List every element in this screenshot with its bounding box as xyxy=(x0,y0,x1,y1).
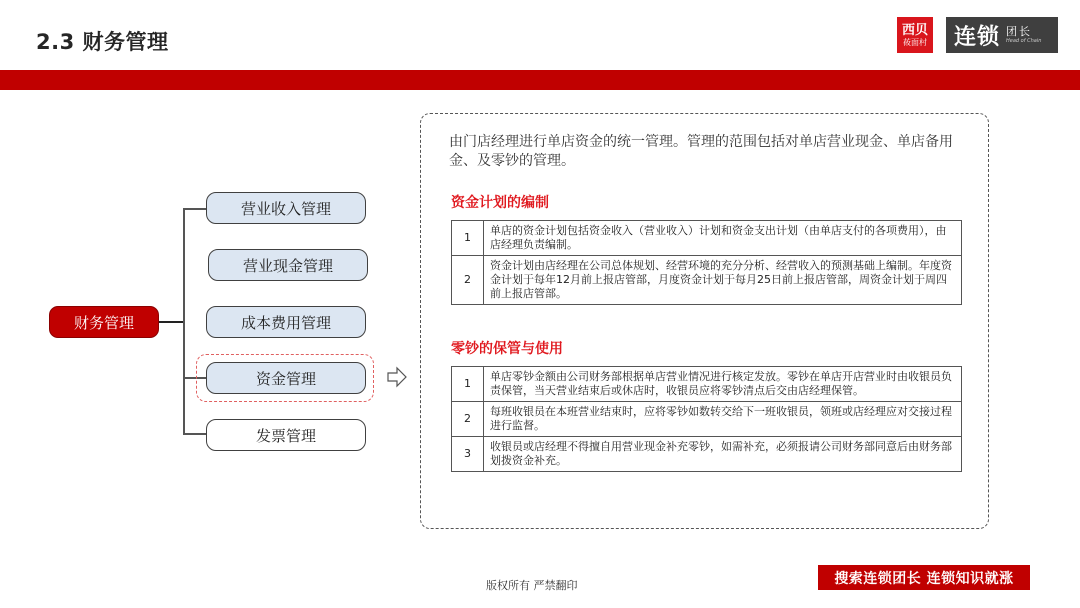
right-arrow-outline-icon xyxy=(386,366,408,388)
tree-node-cash: 营业现金管理 xyxy=(208,249,368,281)
header-divider-band xyxy=(0,70,1080,90)
table-row xyxy=(452,256,962,305)
row-text: 资金计划由店经理在公司总体规划、经营环境的充分分析、经营收入的预测基础上编制。年度资金计划于每年12月前上报店管部，月度资金计划于每月25日前上报店管部，周资金计划于周四前上报店管部。 xyxy=(484,256,962,305)
logo-dark-main: 连锁 xyxy=(954,24,1001,50)
logo-dark-sub-en: Head of Chain xyxy=(1006,38,1042,44)
tree-node-cost: 成本费用管理 xyxy=(206,306,366,338)
table-row xyxy=(452,437,962,472)
section-title-fund-plan: 资金计划的编制 xyxy=(451,195,549,211)
table-row xyxy=(452,221,962,256)
root-connector xyxy=(159,321,184,323)
logo-red-line1: 西贝 xyxy=(901,22,928,38)
table-row xyxy=(452,367,962,402)
row-number: 1 xyxy=(452,221,484,256)
row-text: 单店的资金计划包括资金收入（营业收入）计划和资金支出计划（由单店支付的各项费用），由店经理负责编制。 xyxy=(484,221,962,256)
branch-5 xyxy=(183,433,206,435)
fund-plan-table xyxy=(451,220,962,305)
logo-dark-sub xyxy=(1006,26,1041,44)
page-title: 2.3 财务管理 xyxy=(36,30,169,54)
petty-change-table xyxy=(451,366,962,472)
logo-dark-sub-cn: 团长 xyxy=(1006,25,1033,38)
tree-node-revenue: 营业收入管理 xyxy=(206,192,366,224)
tree-root-node: 财务管理 xyxy=(49,306,159,338)
footer-slogan-banner: 搜索连锁团长 连锁知识就涨 xyxy=(818,565,1030,590)
intro-paragraph: 由门店经理进行单店资金的统一管理。管理的范围包括对单店营业现金、单店备用金、及零钞的管理。 xyxy=(449,134,953,169)
chain-head-logo xyxy=(946,17,1058,53)
tree-node-invoice: 发票管理 xyxy=(206,419,366,451)
tree-trunk xyxy=(183,208,185,434)
row-number: 1 xyxy=(452,367,484,402)
xibei-logo xyxy=(897,17,933,53)
section-title-petty-change: 零钞的保管与使用 xyxy=(451,341,563,357)
row-text: 单店零钞金额由公司财务部根据单店营业情况进行核定发放。零钞在单店开店营业时由收银员负责保管，当天营业结束后或休店时，收银员应将零钞清点后交由店经理保管。 xyxy=(484,367,962,402)
table-row xyxy=(452,402,962,437)
tree-node-funds: 资金管理 xyxy=(206,362,366,394)
row-text: 每班收银员在本班营业结束时，应将零钞如数转交给下一班收银员，领班或店经理应对交接过程进行监督。 xyxy=(484,402,962,437)
branch-1 xyxy=(183,208,206,210)
copyright-notice: 版权所有 严禁翻印 xyxy=(486,579,578,592)
logo-red-line2: 莜面村 xyxy=(903,37,927,47)
row-number: 2 xyxy=(452,402,484,437)
row-text: 收银员或店经理不得擅自用营业现金补充零钞，如需补充，必须报请公司财务部同意后由财务部划拨资金补充。 xyxy=(484,437,962,472)
row-number: 2 xyxy=(452,256,484,305)
row-number: 3 xyxy=(452,437,484,472)
